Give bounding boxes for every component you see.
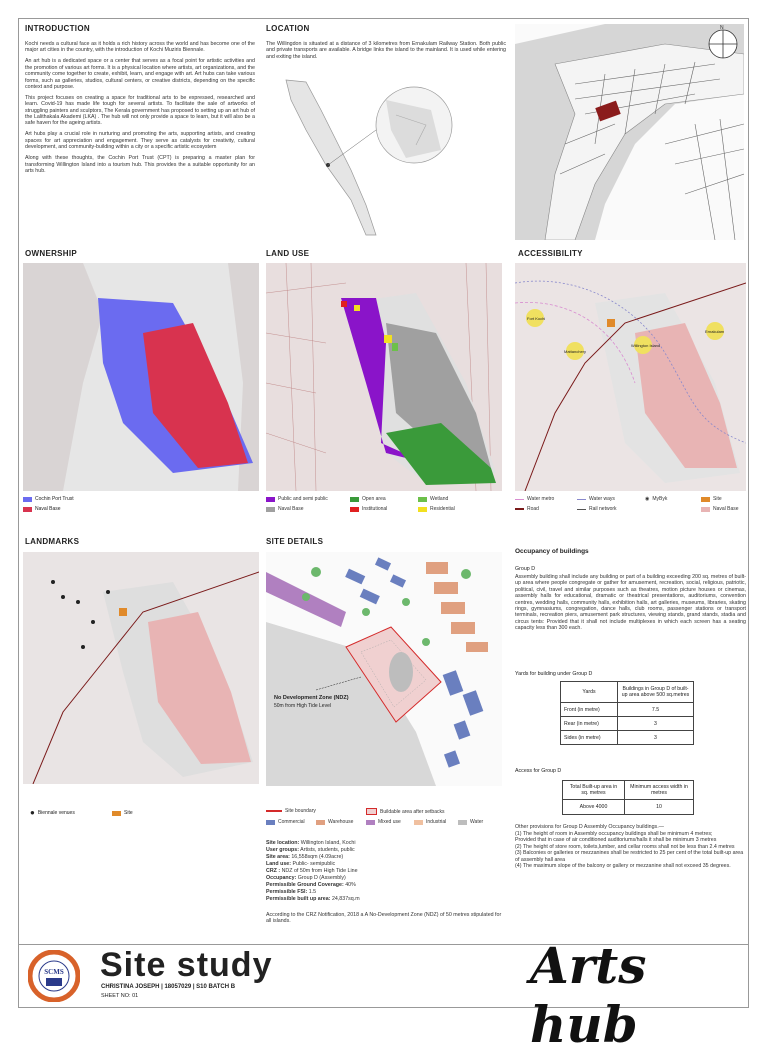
legend-swatch <box>414 820 423 825</box>
location-heading: LOCATION <box>266 24 310 33</box>
accessibility-heading: ACCESSIBILITY <box>518 249 583 258</box>
legend-swatch <box>266 820 275 825</box>
accessibility-map <box>515 263 746 491</box>
north-label: N <box>720 25 724 31</box>
provisions <box>515 824 746 870</box>
table-cell: Sides (in metre) <box>561 731 618 745</box>
ownership-legend-1 <box>23 496 74 502</box>
legend-swatch <box>350 497 359 502</box>
table-cell: Rear (in metre) <box>561 717 618 731</box>
legend-swatch <box>577 509 586 510</box>
occupancy-text: Assembly building shall include any building or part of a building exceeding 200 sq. metres of built-up area where people congregate or gather for amusement, recreation, social, religious, patriotic, political, civil, travel and similar purposes such as theatres, motion picture houses or cinemas, assembly halls for educational, dramatic or theatrical presentations, auditoriums, convention centres, wedding halls, community halls, exhibition halls, art galleries, museums, libraries, skating rings, gymnasiums, congregation, dance halls, club rooms, passenger stations or transport terminals, recreation piers, amusement park structures, viewing stands, grand stands, stadia and circus tents: Provided that it shall not include multiplexes in which each screen has a seating capacity less than 300 each. <box>515 574 746 632</box>
site-plan-svg <box>266 552 502 786</box>
landuse-map-svg <box>266 263 502 491</box>
legend-label: Naval Base <box>713 506 739 512</box>
site-fact: Site location: Willington Island, Kochi <box>266 840 356 846</box>
legend-label: MyByk <box>652 496 668 502</box>
table-cell: 10 <box>625 800 694 815</box>
legend-label: Rail network <box>589 506 617 512</box>
context-map <box>515 24 744 240</box>
legend-label: Road <box>527 506 539 512</box>
site-fact: User groups: Artists, students, public <box>266 847 355 853</box>
legend-swatch <box>366 820 375 825</box>
brand-logo: Arts hub <box>530 936 647 1054</box>
provision-item: Provided that in case of air conditioned auditoriums/halls it shall be minimum 3 metres <box>515 837 717 843</box>
legend-label: Industrial <box>426 819 447 825</box>
site-fact: Permissible FSI: 1.5 <box>266 889 317 895</box>
legend-swatch <box>266 810 282 812</box>
legend-label: Site boundary <box>285 808 316 814</box>
context-map-svg <box>515 24 744 240</box>
legend-swatch <box>23 497 32 502</box>
logo-text: SCMS <box>44 968 64 976</box>
ownership-map-svg <box>23 263 259 491</box>
mybyk-icon: ◉ <box>645 496 650 502</box>
table-cell: 7.5 <box>618 703 694 717</box>
landuse-legend <box>266 496 502 516</box>
landmarks-legend-2 <box>112 810 133 816</box>
kerala-outline <box>286 80 376 235</box>
ndz-title: No Development Zone (NDZ) <box>274 695 349 701</box>
occupancy-group: Group D <box>515 566 536 572</box>
provisions-title: Other provisions for Group D Assembly Occupancy buildings.— <box>515 824 664 830</box>
site-legend <box>266 808 502 830</box>
intro-paragraph: Kochi needs a cultural face as it holds a rich history across the world and has become one of the major art cities in the country, with the introduction of Kochi Muziris Biennale. <box>25 41 255 54</box>
landmarks-map-svg <box>23 552 259 784</box>
legend-label: Site <box>713 496 722 502</box>
residential-block <box>354 305 360 311</box>
legend-swatch <box>266 507 275 512</box>
legend-swatch <box>350 507 359 512</box>
location-text: The Willingdon is situated at a distance of 3 kilometres from Ernakulam Railway Station. Both public and private transports are available. A bridge links the island to the mainland. It is used while entering and exiting the island. <box>266 41 506 60</box>
legend-swatch <box>316 820 325 825</box>
place-label: Mattanchery <box>564 349 587 354</box>
table-cell: Front (in metre) <box>561 703 618 717</box>
legend-label: Site <box>124 810 133 816</box>
table-header: Minimum access width in metres <box>625 781 694 800</box>
ownership-heading: OWNERSHIP <box>25 249 78 258</box>
institutional-block <box>341 301 347 307</box>
provision-item: (1) The height of room in Assembly occupancy buildings shall be minimum 4 metres; <box>515 830 713 837</box>
landmarks-heading: LANDMARKS <box>25 537 80 546</box>
table-row <box>561 717 694 731</box>
table-cell: Above 4000 <box>563 800 625 815</box>
site-fact: CRZ : NDZ of 50m from High Tide Line <box>266 868 358 874</box>
legend-swatch <box>418 497 427 502</box>
legend-swatch <box>515 499 524 500</box>
legend-label: Buildable area after setbacks <box>380 808 445 815</box>
access-table <box>562 780 694 815</box>
place-label: Ernakulam <box>705 329 725 334</box>
access-title: Access for Group D <box>515 768 562 774</box>
intro-paragraph: Along with these thoughts, the Cochin Port Trust (CPT) is preparing a master plan for transforming Willington Island into a tourism hub. This provides the a suitable opportunity for an arts hub. <box>25 155 255 174</box>
landuse-map <box>266 263 502 491</box>
legend-label: Warehouse <box>328 819 354 825</box>
landmarks-map <box>23 552 259 784</box>
legend-swatch <box>112 811 121 816</box>
table-header: Yards <box>561 682 618 703</box>
accessibility-map-svg <box>515 263 746 491</box>
intro-paragraph: An art hub is a dedicated space or a center that serves as a focal point for artistic activities and the promotion of various art forms. It is a physical location where artists, art organizations, and the community come together to create, exhibit, learn, and engage with art. Art hubs can take various forms, such as galleries, studios, cultural centers, or creative districts, depending on the specific context and purpose. <box>25 58 255 90</box>
site-fact: Site area: 16,558sqm (4.09acre) <box>266 854 344 860</box>
ndz-subtitle: 50m from High Tide Level <box>274 703 331 709</box>
legend-swatch <box>577 499 586 500</box>
table-cell: 3 <box>618 717 694 731</box>
ownership-legend-2 <box>23 506 61 512</box>
sheet-title: Site study <box>100 946 273 984</box>
yards-table <box>560 681 694 745</box>
site-marker <box>607 319 615 327</box>
table-row <box>561 703 694 717</box>
legend-swatch <box>23 507 32 512</box>
legend-swatch <box>701 497 710 502</box>
legend-swatch <box>366 808 377 815</box>
legend-swatch <box>418 507 427 512</box>
site-facts <box>266 840 502 903</box>
provision-item: (2) The height of store room, toilets,lumber, and cellar rooms shall not be less than 2.4 metres <box>515 843 735 850</box>
legend-label: Mixed use <box>378 819 401 825</box>
intro-paragraph: Art hubs play a crucial role in nurturing and promoting the arts, supporting artists, and creating spaces for art appreciation and engagement. They serve as catalysts for creativity, cultural development, and community-building within a city or a specific artistic ecosystem <box>25 131 255 151</box>
legend-label: Public and semi public <box>278 496 328 502</box>
site-fact: Land use: Public- semipublic <box>266 861 336 867</box>
yards-title: Yards for building under Group D <box>515 671 593 677</box>
warehouse-blocks <box>426 562 488 652</box>
provision-item: (4) The maximum slope of the balcony or gallery or mezzanine shall not exceed 35 degrees. <box>515 863 731 869</box>
table-header: Buildings in Group D of built-up area above 500 sq.metres <box>618 682 694 703</box>
site-marker <box>119 608 127 616</box>
site-fact: Occupancy: Group D (Assembly) <box>266 875 346 881</box>
legend-swatch <box>266 497 275 502</box>
sheet-number: SHEET NO: 01 <box>101 993 139 999</box>
intro-paragraph: This project focuses on creating a space for traditional arts to be expressed, researched and learn. Covid-19 has made life tough for several artists. To facilitate the sale of artworks of struggling painters and sculptors, The Kerala government has proposed to setting up an art hub of the Lalithakala Akademi (LKA) . The hub will not only provide a space to learn, but it will also be a safe haven for the ageing artists. <box>25 94 255 127</box>
location-map <box>266 70 506 240</box>
occupancy-heading: Occupancy of buildings <box>515 548 589 555</box>
table-row <box>561 731 694 745</box>
ownership-map <box>23 263 259 491</box>
legend-label: Naval Base <box>278 506 304 512</box>
legend-swatch <box>701 507 710 512</box>
table-row <box>563 781 694 800</box>
landmarks-legend-1 <box>30 808 75 817</box>
table-row <box>563 800 694 815</box>
place-label: Fort Kochi <box>527 316 546 321</box>
legend-label: Institutional <box>362 506 388 512</box>
legend-label: Cochin Port Trust <box>35 496 74 502</box>
intro-text <box>25 41 255 179</box>
site-fact: Permissible built up area: 24,837sq.m <box>266 896 360 902</box>
water-body <box>389 652 413 692</box>
legend-label: Naval Base <box>35 506 61 512</box>
table-cell: 3 <box>618 731 694 745</box>
legend-label: Water metro <box>527 496 555 502</box>
landuse-heading: LAND USE <box>266 249 310 258</box>
site-plan <box>266 552 502 786</box>
legend-label: Residential <box>430 506 455 512</box>
legend-label: Commercial <box>278 819 305 825</box>
accessibility-legend <box>515 496 746 516</box>
site-fact: Permissible Ground Coverage: 40% <box>266 882 356 888</box>
crz-note: According to the CRZ Notification, 2018 a A No-Development Zone (NDZ) of 50 metres stipulated for all islands. <box>266 912 502 925</box>
legend-label: Open area <box>362 496 386 502</box>
legend-swatch <box>458 820 467 825</box>
provision-item: (3) Balconies or galleries or mezzanines shall be restricted to 25 per cent of the total built-up area of assembly hall area <box>515 850 744 863</box>
location-pin-icon: ● <box>30 808 35 817</box>
legend-label: Biennale venues <box>37 809 75 816</box>
legend-label: Wetland <box>430 496 449 502</box>
college-logo <box>28 950 80 1002</box>
author-line: CHRISTINA JOSEPH | 18057029 | S10 BATCH B <box>101 984 236 990</box>
legend-swatch <box>515 508 524 510</box>
table-row <box>561 682 694 703</box>
place-label: Willington Island <box>631 343 661 348</box>
legend-label: Water ways <box>589 496 615 502</box>
intro-heading: INTRODUCTION <box>25 24 90 33</box>
table-header: Total Built-up area in sq. metres <box>563 781 625 800</box>
island-land <box>545 44 744 240</box>
site-details-heading: SITE DETAILS <box>266 537 324 546</box>
legend-label: Water <box>470 819 484 825</box>
